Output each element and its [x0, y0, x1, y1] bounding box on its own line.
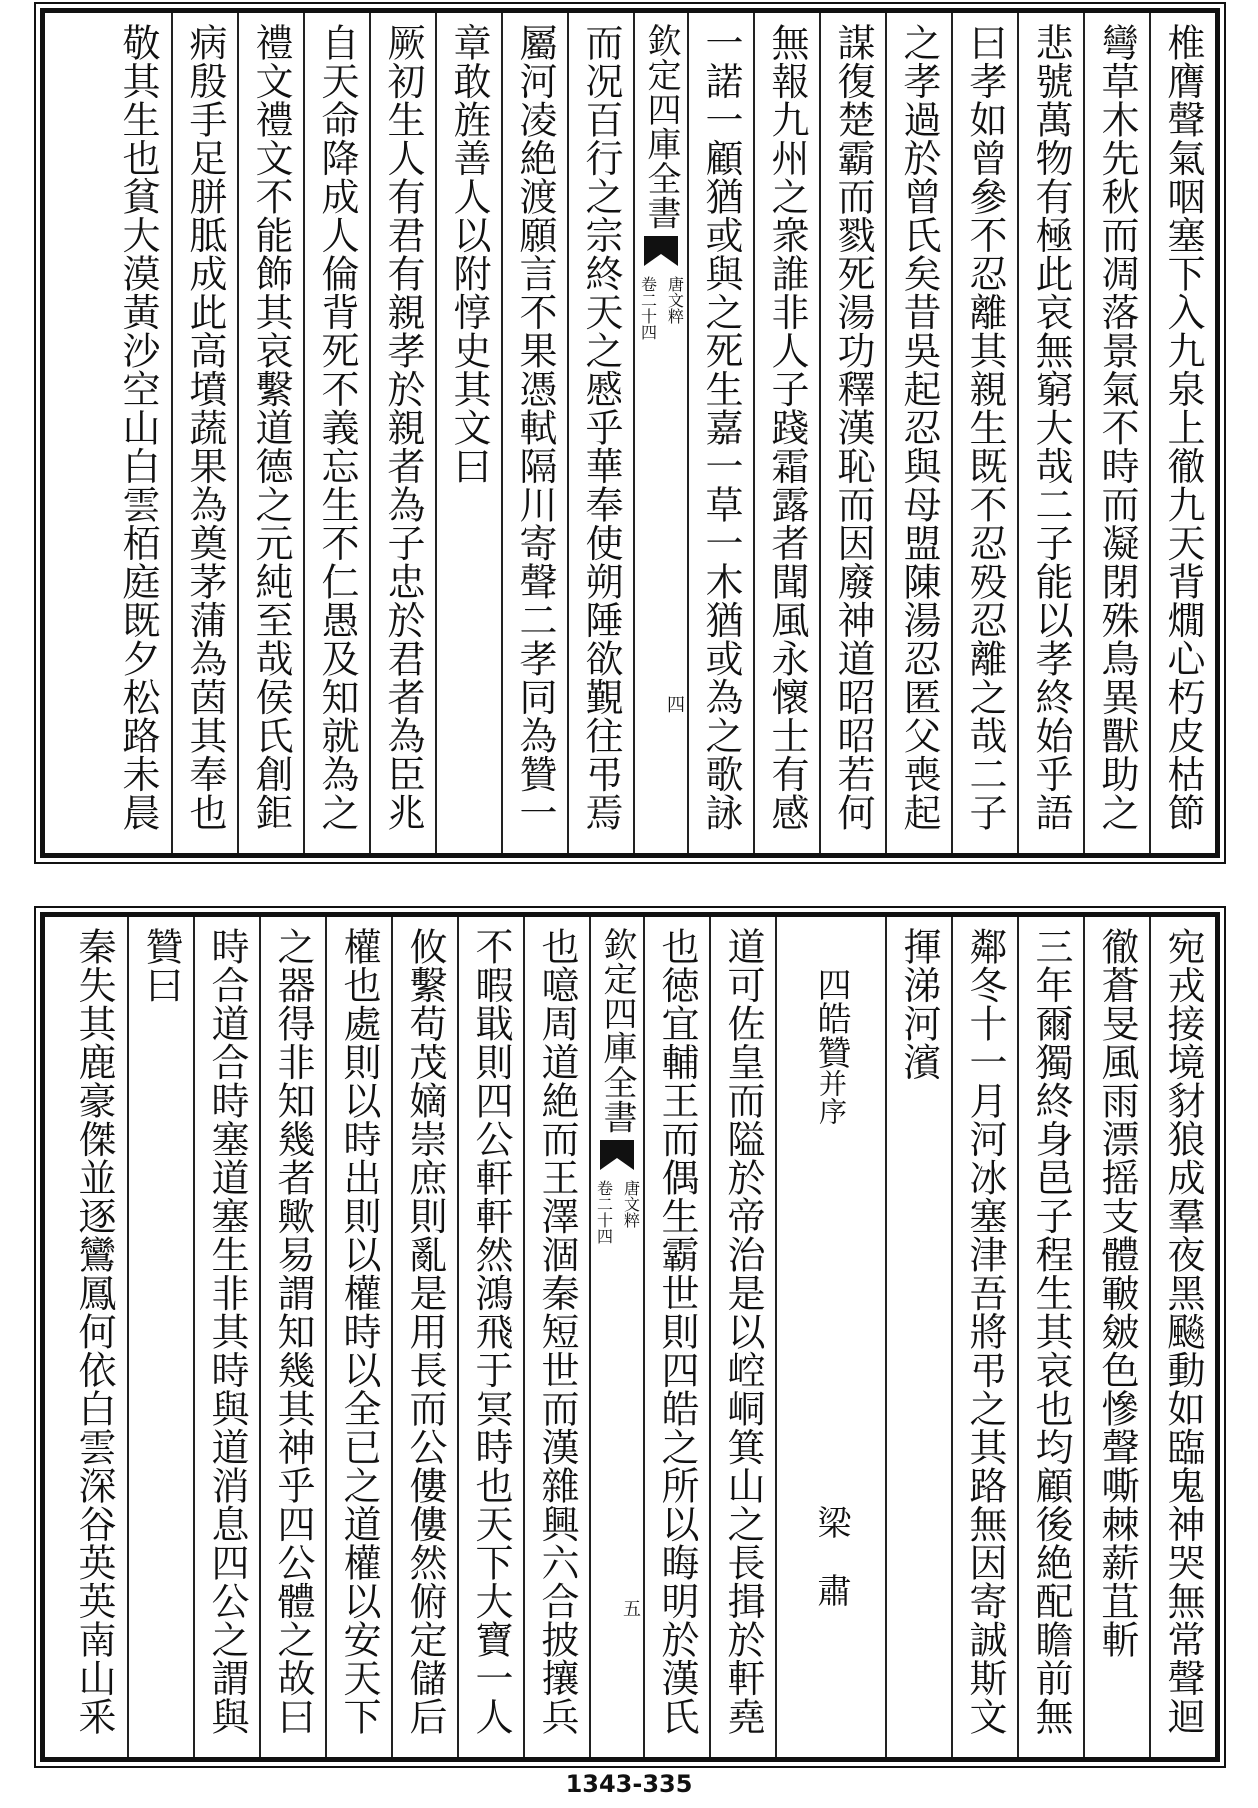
text-column	[501, 13, 567, 853]
collection-name: 唐文粹	[621, 1180, 641, 1228]
text-column	[237, 13, 303, 853]
top-page-columns	[45, 13, 1215, 853]
column-text: 三年爾獨終身邑子程生其哀也均顧後絶配瞻前無	[1029, 927, 1073, 1736]
text-column	[643, 917, 709, 1757]
text-column	[303, 13, 369, 853]
column-text: 自天命降成人倫背死不義忘生不仁愚及知就為之	[315, 23, 359, 832]
column-text: 揮涕河濱	[897, 927, 941, 1081]
text-column	[1149, 917, 1215, 1757]
text-column	[127, 917, 193, 1757]
volume-label: 卷二十四	[594, 1180, 614, 1244]
fishtail-mark-icon	[600, 1140, 634, 1170]
column-text: 無報九州之衆誰非人子踐霜露者聞風永懷士有感	[765, 23, 809, 832]
text-column	[951, 917, 1017, 1757]
text-column	[1149, 13, 1215, 853]
column-text: 敬其生也貧大漠黃沙空山白雲栢庭既夕松路未晨	[116, 23, 160, 832]
column-text: 宛戎接境豺狼成羣夜黑飈動如臨鬼神哭無常聲迴	[1161, 927, 1205, 1736]
text-column	[105, 13, 171, 853]
text-column	[709, 917, 775, 1757]
bottom-page-columns	[45, 917, 1215, 1757]
text-column	[259, 917, 325, 1757]
text-column	[457, 917, 523, 1757]
column-text: 章敢旌善人以附惇史其文曰	[447, 23, 491, 485]
column-text: 也噫周道絶而王澤涸秦短世而漢雜興六合披攘兵	[535, 927, 579, 1736]
column-text: 秦失其鹿豪傑並逐鸞鳳何依白雲深谷英英南山釆	[72, 927, 116, 1736]
text-column	[753, 13, 819, 853]
text-column	[1017, 13, 1083, 853]
column-text: 時合道合時塞道塞生非其時與道消息四公之謂與	[205, 927, 249, 1736]
library-title: 欽定四庫全書	[597, 927, 637, 1134]
folio-number: 四	[664, 695, 685, 713]
volume-label: 卷二十四	[638, 276, 658, 340]
text-column	[171, 13, 237, 853]
text-column	[1017, 917, 1083, 1757]
text-column	[819, 13, 885, 853]
column-text: 曰孝如曾參不忍離其親生既不忍殁忍離之哉二子	[963, 23, 1007, 832]
text-column	[369, 13, 435, 853]
text-column	[391, 917, 457, 1757]
column-text: 謀復楚霸而戮死湯功釋漢恥而因廢神道昭昭若何	[831, 23, 875, 832]
library-title: 欽定四庫全書	[641, 23, 681, 230]
column-text: 一諾一顧猶或與之死生嘉一草一木猶或為之歌詠	[699, 23, 743, 832]
folio-number: 五	[620, 1599, 641, 1617]
text-column	[61, 917, 127, 1757]
column-text: 鄰冬十一月河冰塞津吾將弔之其路無因寄誠斯文	[963, 927, 1007, 1736]
article-title-column	[775, 917, 885, 1757]
center-margin-column	[589, 917, 643, 1757]
text-column	[951, 13, 1017, 853]
column-text: 悲號萬物有極此哀無窮大哉二子能以孝終始乎語	[1029, 23, 1073, 832]
text-column	[687, 13, 753, 853]
text-column	[523, 917, 589, 1757]
bottom-page-panel	[40, 912, 1220, 1762]
column-text: 而况百行之宗終天之慼乎華奉使朔陲欲覲往弔焉	[579, 23, 623, 832]
column-text: 病殷手足胼胝成此高墳蔬果為奠茅蒲為茵其奉也	[183, 23, 227, 832]
text-column	[885, 13, 951, 853]
column-text: 贊曰	[139, 927, 183, 1004]
text-column	[567, 13, 633, 853]
column-text: 之器得非知幾者歟易謂知幾其神乎四公體之故曰	[271, 927, 315, 1736]
column-text: 權也處則以時出則以權時以全已之道權以安天下	[337, 927, 381, 1736]
column-text: 攸繫苟茂嫡崇庶則亂是用長而公僂僂然俯定儲后	[403, 927, 447, 1736]
column-text: 椎膺聲氣咽塞下入九泉上徹九天背燗心朽皮枯節	[1161, 23, 1205, 832]
text-column	[885, 917, 951, 1757]
column-text: 不暇戢則四公軒軒然鴻飛于冥時也天下大寶一人	[469, 927, 513, 1736]
article-note: 并序	[815, 1069, 848, 1125]
column-text: 之孝過於曾氏矣昔吳起忍與母盟陳湯忍匿父喪起	[897, 23, 941, 832]
column-text: 道可佐皇而隘於帝治是以崆峒箕山之長揖於軒堯	[721, 927, 765, 1736]
text-column	[325, 917, 391, 1757]
column-text: 禮文禮文不能飾其哀繫道德之元純至哉侯氏創鉅	[249, 23, 293, 832]
collection-name: 唐文粹	[665, 276, 685, 324]
text-column	[1083, 13, 1149, 853]
column-text: 屬河凌絶渡願言不果憑軾隔川寄聲二孝同為贊一	[513, 23, 557, 832]
text-column	[1083, 917, 1149, 1757]
author-name: 梁 肅	[811, 1505, 851, 1607]
column-text: 彎草木先秋而凋落景氣不時而凝閉殊鳥異獸助之	[1095, 23, 1139, 832]
top-page-panel	[40, 8, 1220, 858]
column-text: 厥初生人有君有親孝於親者為子忠於君者為臣兆	[381, 23, 425, 832]
page-number: 1343-335	[565, 1770, 693, 1798]
text-column	[193, 917, 259, 1757]
text-column	[435, 13, 501, 853]
center-margin-column	[633, 13, 687, 853]
column-text: 徹蒼旻風雨漂摇支體皸皴色慘聲嘶棘薪苴斬	[1095, 927, 1139, 1659]
column-text: 也徳宜輔王而偶生霸世則四皓之所以晦明於漢氏	[655, 927, 699, 1736]
article-title: 四皓贊	[811, 967, 851, 1069]
fishtail-mark-icon	[644, 236, 678, 266]
